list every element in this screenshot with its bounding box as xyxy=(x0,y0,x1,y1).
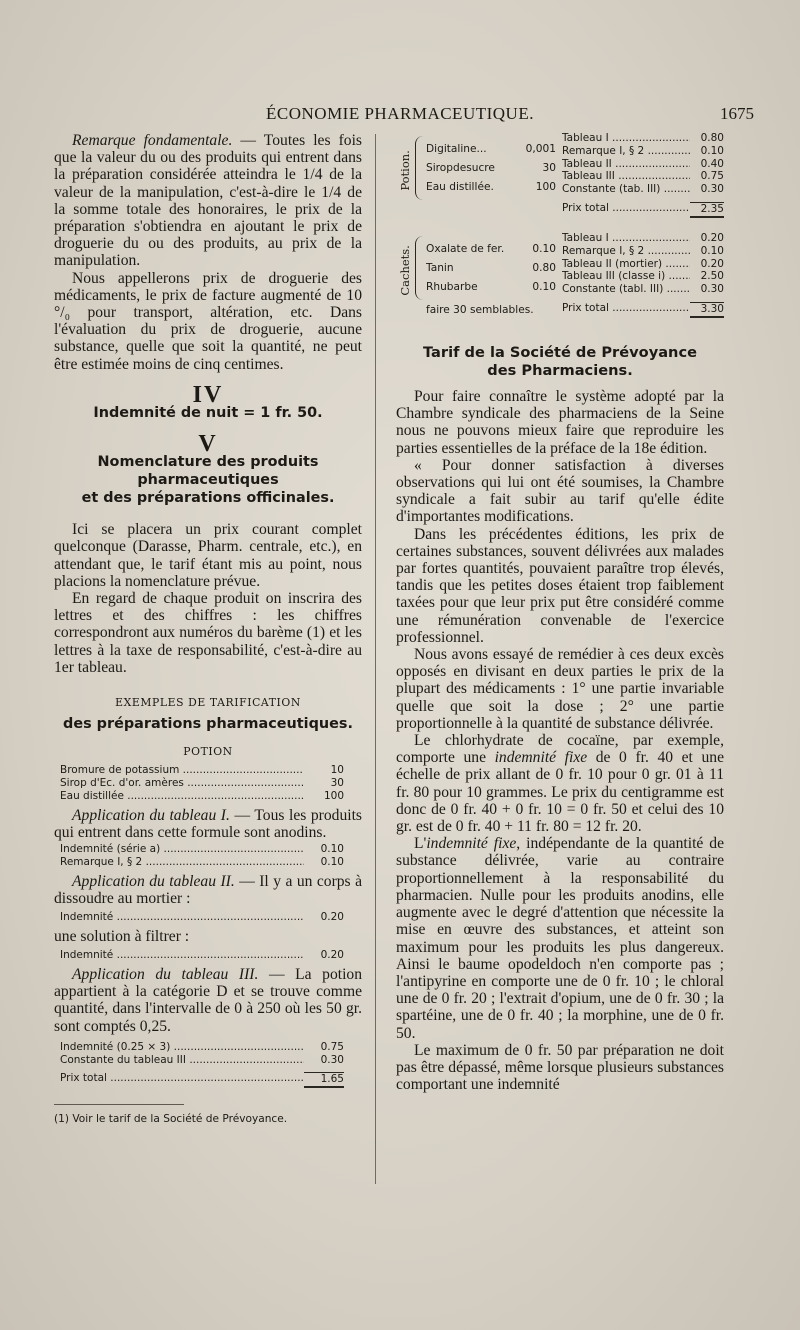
running-title: ÉCONOMIE PHARMACEUTIQUE. xyxy=(266,104,534,123)
paragraph-application-2 xyxy=(54,873,362,907)
calc-row xyxy=(60,856,344,869)
ingredient-row xyxy=(426,140,556,159)
potion-calc xyxy=(562,132,724,218)
calc-value: 0.10 xyxy=(700,144,724,157)
paragraph-cocaine xyxy=(396,732,724,835)
formula-label: Bromure de potassium ..... xyxy=(60,764,304,777)
paragraph-remedier: Nous avons essayé de remédier à ces deux excès opposés en divisant en deux parties le prix de la plupart des médicaments : 1° une partie invariable quelle que soit la dose ; 2° une partie proportionnelle à la quantité de substance délivrée. xyxy=(396,646,724,732)
ingredient-row xyxy=(426,159,556,178)
indemnite-text-b: , indépendante de la quantité de substance délivrée, varie au contraire proportionnellement à la responsabilité du pharmacien. Nulle pour les produits anodins, elle augmente avec le degré d'attention que nécessite la mise en œuvre des substances, et atteint son maximum pour les produits les plus dangereux. Ainsi le baume opodeldoch n'en comporte pas ; l'antipyrine en comporte une de 0 fr. 10 ; le chloral une de 0 fr. 20 ; l'extrait d'opium, une de 0 fr. 30 ; la spartéine, une de 0 fr. 40 ; la morphine, une de 0 fr. 50. xyxy=(396,835,724,1042)
total-value: 3.30 xyxy=(690,302,724,318)
cachets-vertical-text: Cachets. xyxy=(397,244,412,296)
calc-label: Remarque I, § 2 ..... xyxy=(562,245,690,258)
calc-row xyxy=(562,270,724,283)
examples-title: des préparations pharmaceutiques. xyxy=(63,716,353,733)
potion-formula xyxy=(54,764,362,802)
application-1-lead: Application du tableau I. xyxy=(72,806,230,824)
calc-value: 0.10 xyxy=(320,856,344,869)
potion-brace xyxy=(415,136,423,200)
calc-label: Tableau II ..... xyxy=(562,158,690,171)
calc-row xyxy=(562,170,724,183)
application-2-middle: une solution à filtrer : xyxy=(54,928,190,946)
ingredient-name: Siropdesucre xyxy=(426,162,495,174)
paragraph-satisfaction: « Pour donner satisfaction à diverses observations qui lui ont été soumises, la Chambre syndicale a fait subir au tarif qu'elle édite d'importantes modifications. xyxy=(396,456,724,526)
formula-value: 10 xyxy=(330,764,344,777)
paragraph-prix-courant: Ici se placera un prix courant complet quelconque (Darasse, Pharm. centrale, etc.), en attendant que, le tarif étant mis au point, nous placions la nomenclature prévue. xyxy=(54,521,362,590)
running-header xyxy=(0,104,800,130)
calc-row xyxy=(562,232,724,245)
formula-row xyxy=(60,790,344,803)
calc-row xyxy=(562,283,724,296)
formula-value: 30 xyxy=(330,777,344,790)
total-row xyxy=(562,302,724,318)
section-iv-title: Indemnité de nuit = 1 fr. 50. xyxy=(93,405,323,422)
ingredient-name: Oxalate de fer. xyxy=(426,243,505,255)
calc-row xyxy=(562,132,724,145)
calc-label: Tableau I ..... xyxy=(562,132,690,145)
ingredient-name: Eau distillée. xyxy=(426,181,494,193)
calc-label: Indemnité ..... xyxy=(60,949,304,962)
application-2-row1 xyxy=(54,911,362,924)
column-divider xyxy=(375,134,376,1184)
application-3-table xyxy=(54,1041,362,1088)
calc-row xyxy=(562,258,724,271)
remarque-lead: Remarque fondamentale. xyxy=(72,132,233,149)
right-column xyxy=(396,132,724,1093)
ingredient-qty: 30 xyxy=(542,162,556,174)
application-2-text: — Il y a un corps à dissoudre au mortier : xyxy=(54,872,362,908)
paragraph-application-3 xyxy=(54,966,362,1035)
examples-heading: EXEMPLES DE TARIFICATION xyxy=(115,696,301,710)
footnote xyxy=(54,1104,288,1128)
ingredient-row xyxy=(426,240,556,259)
paragraph-maximum: Le maximum de 0 fr. 50 par préparation ne doit pas être dépassé, même lorsque plusieurs substances comportant une indemnité xyxy=(396,1041,724,1094)
calc-value: 0.20 xyxy=(700,257,724,270)
application-3-lead: Application du tableau III. xyxy=(72,966,259,984)
paragraph-precedentes: Dans les précédentes éditions, les prix de certaines substances, souvent délivrées aux malades par fortes quantités, pouvaient paraître trop élevés, tandis que les petites doses étaient trop faiblement taxées pour que leur prix put être considéré comme une rémunération convenable de l'exercice professionnel. xyxy=(396,525,724,646)
total-label: Prix total ..... xyxy=(60,1072,304,1088)
calc-row xyxy=(60,911,344,924)
ingredient-row xyxy=(426,178,556,197)
application-1-text: — Tous les produits qui entrent dans cette formule sont anodins. xyxy=(54,806,362,842)
calc-row xyxy=(562,145,724,158)
cachets-brace xyxy=(415,236,423,300)
calc-label: Indemnité (0.25 × 3) ..... xyxy=(60,1041,304,1054)
footnote-text: (1) Voir le tarif de la Société de Prévoyance. xyxy=(54,1113,288,1126)
left-column xyxy=(54,132,362,1128)
cachets-ingredients xyxy=(426,240,556,297)
ingredient-qty: 0.10 xyxy=(532,243,556,255)
total-row xyxy=(60,1072,344,1088)
total-value: 1.65 xyxy=(304,1072,344,1088)
calc-value: 0.75 xyxy=(320,1040,344,1053)
calc-value: 2.50 xyxy=(700,270,724,283)
paragraph-indemnite-fixe xyxy=(396,835,724,1041)
paragraph-systeme: Pour faire connaître le système adopté par la Chambre syndicale des pharmaciens de la Seine nous ne pouvons mieux faire que reproduire les parties essentielles de la préface de la 18e édition. xyxy=(396,388,724,457)
calc-value: 0.10 xyxy=(320,843,344,856)
indemnite-emphasis: indemnité fixe xyxy=(426,835,517,853)
calc-value: 0.20 xyxy=(320,949,344,962)
section-iv-number: IV xyxy=(192,381,224,408)
remarque-text: — Toutes les fois que la valeur du ou des produits qui entrent dans la préparation considérée atteindra le 1/4 de la valeur de la manipulation, c'est-à-dire le 1/4 de la somme totale des honoraires, le prix de la préparation s'obtiendra en ajoutant le prix de droguerie du ou des produits, au prix de la manipulation. xyxy=(54,132,362,270)
ingredient-qty: 0.10 xyxy=(532,281,556,293)
total-value: 2.35 xyxy=(690,202,724,218)
paragraph-prix-droguerie: Nous appellerons prix de droguerie des médicaments, le prix de facture augmenté de 10 °/₀ pour transport, altération, etc. Dans l'évaluation du prix de droguerie, aucune substance, quelle que soit la quantité, ne peut être estimée moins de cinq centimes. xyxy=(54,269,362,373)
cachets-example xyxy=(396,232,724,322)
ingredient-name: Tanin xyxy=(426,262,454,274)
ingredient-qty: 0.80 xyxy=(532,262,556,274)
calc-label: Constante (tab. III) ..... xyxy=(562,183,690,196)
cocaine-text-a: Le chlorhydrate de cocaïne, par exemple, comporte une xyxy=(396,732,724,767)
paragraph-lettres-chiffres: En regard de chaque produit on inscrira des lettres et des chiffres : les chiffres correspondront aux numéros du barème (1) et les lettres à la taxe de responsabilité, c'est-à-dire au 1er tableau. xyxy=(54,590,362,676)
calc-row xyxy=(562,183,724,196)
application-2-row2 xyxy=(54,949,362,962)
application-3-text: — La potion appartient à la catégorie D et se trouve comme quantité, dans l'intervalle de 0 à 250 où les 50 gr. sont comptés 0,25. xyxy=(54,966,362,1035)
calc-label: Tableau II (mortier) ..... xyxy=(562,258,690,271)
calc-value: 0.30 xyxy=(320,1053,344,1066)
ingredient-name: Digitaline... xyxy=(426,143,487,155)
tarif-title-line2: des Pharmaciens. xyxy=(487,362,633,379)
calc-value: 0.75 xyxy=(700,170,724,183)
calc-label: Tableau III (classe i) ..... xyxy=(562,270,690,283)
section-v-title-line1: Nomenclature des produits pharmaceutiques xyxy=(97,454,319,489)
calc-value: 0.40 xyxy=(700,157,724,170)
cachets-calc xyxy=(562,232,724,318)
calc-value: 0.80 xyxy=(700,132,724,144)
potion-vertical-label xyxy=(396,132,414,208)
calc-label: Remarque I, § 2 ..... xyxy=(60,856,304,869)
ingredient-qty: 100 xyxy=(535,181,556,193)
application-1-table xyxy=(54,843,362,869)
calc-label: Remarque I, § 2 ..... xyxy=(562,145,690,158)
formula-row xyxy=(60,777,344,790)
section-v-title-line2: et des préparations officinales. xyxy=(81,490,335,507)
calc-value: 0.10 xyxy=(700,244,724,257)
total-row xyxy=(562,202,724,218)
calc-row xyxy=(60,1041,344,1054)
total-label: Prix total ..... xyxy=(562,202,690,218)
calc-label: Constante du tableau III ..... xyxy=(60,1054,304,1067)
section-v-number: V xyxy=(198,431,218,458)
formula-label: Sirop d'Ec. d'or. amères ..... xyxy=(60,777,304,790)
calc-value: 0.30 xyxy=(700,283,724,296)
calc-label: Indemnité ..... xyxy=(60,911,304,924)
calc-label: Indemnité (série a) ..... xyxy=(60,843,304,856)
tarif-title-line1: Tarif de la Société de Prévoyance xyxy=(422,344,697,361)
calc-row xyxy=(60,1054,344,1067)
formula-label: Eau distillée ..... xyxy=(60,790,304,803)
calc-label: Tableau I ..... xyxy=(562,232,690,245)
cachets-vertical-label xyxy=(396,232,414,308)
potion-example xyxy=(396,132,724,216)
application-2-lead: Application du tableau II. xyxy=(72,872,235,890)
ingredient-row xyxy=(426,259,556,278)
ingredient-row xyxy=(426,278,556,297)
cocaine-emphasis: indemnité fixe xyxy=(494,749,588,767)
calc-value: 0.20 xyxy=(700,232,724,244)
formula-row xyxy=(60,764,344,777)
formula-value: 100 xyxy=(323,790,344,803)
calc-row xyxy=(60,949,344,962)
calc-row xyxy=(562,245,724,258)
potion-label: POTION xyxy=(183,745,233,759)
paragraph-application-1 xyxy=(54,807,362,841)
calc-row xyxy=(562,158,724,171)
cachets-extra: faire 30 semblables. xyxy=(426,304,534,316)
page-number: 1675 xyxy=(720,104,754,123)
cocaine-text-b: de 0 fr. 40 et une échelle de prix allant de 0 fr. 10 pour 0 gr. 01 à 11 fr. 80 pour 10 grammes. Le prix du centigramme est donc de 0 fr. 40 + 0 fr. 10 = 0 fr. 50 et celui des 10 gr. est de 0 fr. 40 + 11 fr. 80 = 12 fr. 20. xyxy=(396,749,724,836)
ingredient-qty: 0,001 xyxy=(525,143,556,155)
calc-value: 0.20 xyxy=(320,911,344,924)
calc-label: Tableau III ..... xyxy=(562,170,690,183)
indemnite-text-a: L' xyxy=(414,835,427,853)
total-label: Prix total ..... xyxy=(562,302,690,318)
ingredient-name: Rhubarbe xyxy=(426,281,478,293)
calc-row xyxy=(60,843,344,856)
calc-value: 0.30 xyxy=(700,183,724,196)
paragraph-remarque xyxy=(54,132,362,270)
calc-label: Constante (tabl. III) ..... xyxy=(562,283,690,296)
potion-ingredients xyxy=(426,140,556,197)
potion-vertical-text: Potion. xyxy=(397,149,412,191)
